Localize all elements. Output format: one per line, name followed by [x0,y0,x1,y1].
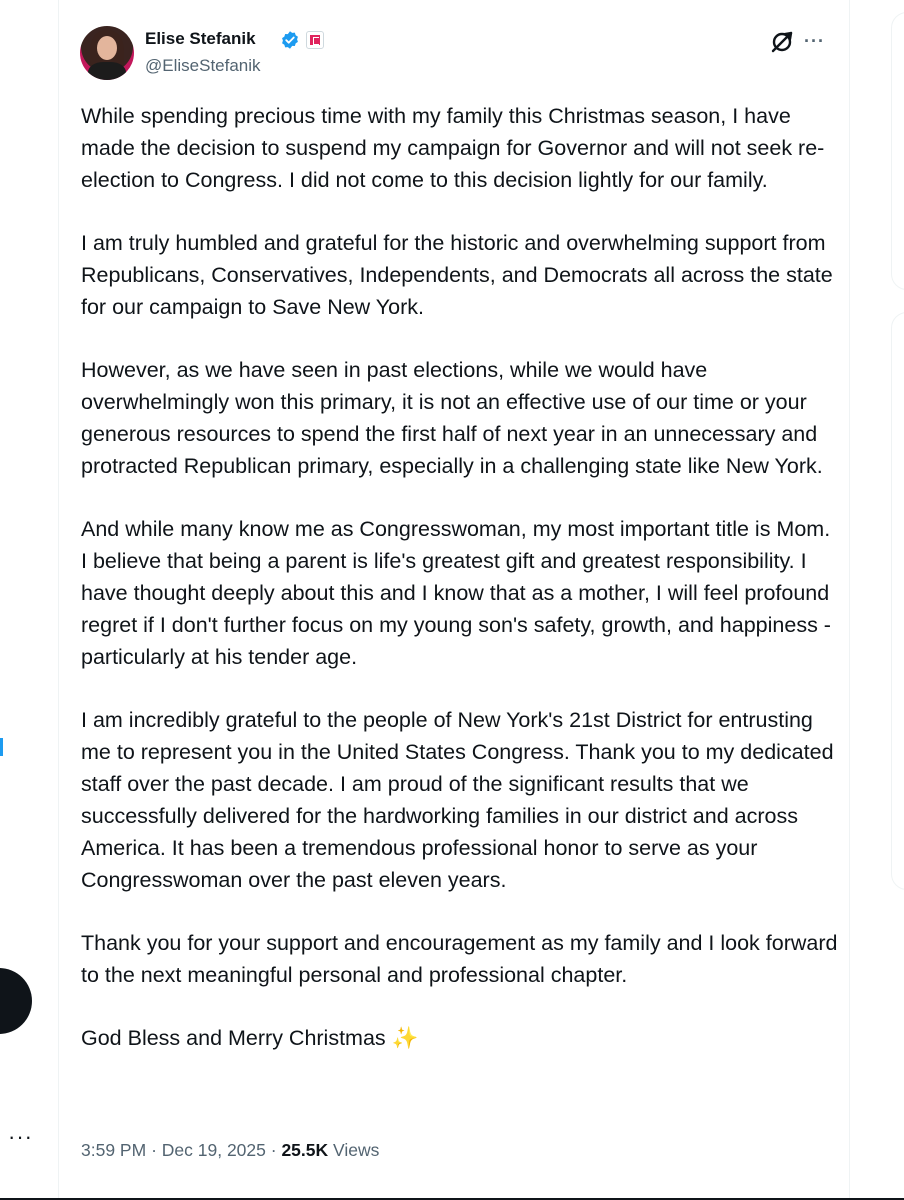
verified-badge-icon[interactable] [280,30,300,50]
meta-separator: · [270,1140,277,1160]
avatar-body [88,62,126,80]
tweet-paragraph-2: I am truly humbled and grateful for the historic and overwhelming support from Republicans, Conservatives, Independents, and Democrats all across the state for our campaign to Save New York. [81,231,833,319]
tweet-date[interactable]: Dec 19, 2025 [161,1140,266,1160]
tweet-metadata [81,1138,379,1162]
tweet-closing-text: God Bless and Merry Christmas [81,1026,386,1050]
affiliate-badge-icon[interactable] [306,31,324,49]
meta-separator: · [151,1140,157,1160]
author-handle[interactable]: @EliseStefanik [145,56,261,75]
views-label: Views [333,1140,380,1160]
tweet-closing-line [81,1022,841,1054]
tweet-paragraph-5: I am incredibly grateful to the people of New York's 21st District for entrusting me to represent you in the United States Congress. Thank you to my dedicated staff over the past decade. I am proud of the significant results that we successfully delivered for the hardworking families in our district and across America. It has been a tremendous professional honor to serve as your Congresswoman over the past eleven years. [81,708,834,892]
tweet-paragraph-4: And while many know me as Congresswoman, my most important title is Mom. I believe that being a parent is life's greatest gift and greatest responsibility. I have thought deeply about this and I know that as a mother, I will feel profound regret if I don't further focus on my young son's safety, growth, and happiness - particularly at his tender age. [81,517,831,669]
grok-icon[interactable] [768,28,796,56]
author-display-name[interactable]: Elise Stefanik [145,29,256,48]
tweet-time[interactable]: 3:59 PM [81,1140,147,1160]
tweet-text [81,100,841,1085]
nav-active-indicator [0,738,3,756]
more-options-icon[interactable]: ··· [804,31,825,51]
sidebar-card-bottom [891,312,904,890]
tweet-paragraph-1: While spending precious time with my family this Christmas season, I have made the decision to suspend my campaign for Governor and will not seek re-election to Congress. I did not come to this decision lightly for our family. [81,104,825,192]
sidebar-card-top [891,12,904,290]
tweet-paragraph-6: Thank you for your support and encouragement as my family and I look forward to the next meaningful personal and professional chapter. [81,931,838,987]
post-button[interactable] [0,968,32,1034]
avatar-face [97,36,117,60]
avatar[interactable] [80,26,134,80]
views-count[interactable]: 25.5K [281,1140,329,1160]
tweet-paragraph-3: However, as we have seen in past elections, while we would have overwhelmingly won this primary, it is not an effective use of our time or your generous resources to spend the first half of next year in an unnecessary and protracted Republican primary, especially in a challenging state like New York. [81,358,823,478]
affiliate-mark [310,35,320,45]
account-more-icon[interactable]: ··· [8,1124,33,1149]
sparkles-icon: ✨ [391,1026,419,1050]
left-navigation-rail [0,0,58,1200]
